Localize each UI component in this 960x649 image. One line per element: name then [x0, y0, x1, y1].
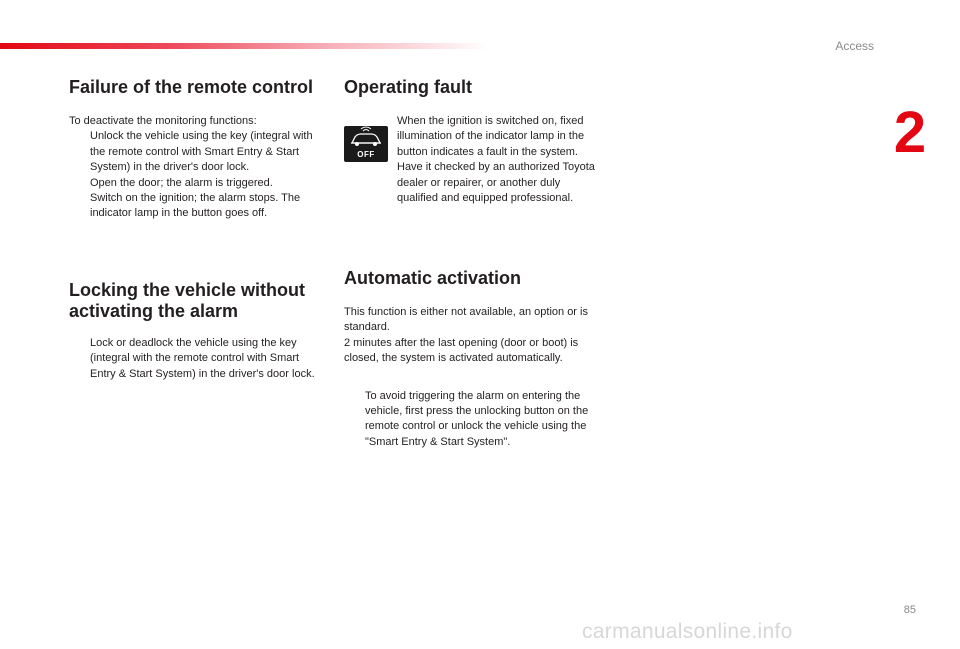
car-alarm-icon — [344, 126, 388, 162]
failure-list — [69, 129, 325, 221]
auto-title: Automatic activation — [344, 268, 522, 288]
auto-list — [344, 389, 604, 451]
fault-text — [397, 114, 602, 206]
fault-paragraph: Have it checked by an authorized Toyota dealer or repairer, or another duly qualified and equipped professional. — [397, 161, 595, 205]
failure-intro: To deactivate the monitoring functions: — [69, 115, 257, 127]
section-label: Access — [835, 39, 874, 53]
fault-block — [344, 114, 604, 242]
right-column — [344, 77, 604, 450]
auto-paragraph: 2 minutes after the last opening (door or boot) is closed, the system is activated automatically. — [344, 336, 579, 365]
off-label: OFF — [357, 150, 375, 159]
auto-paragraph: This function is either not available, an option or is standard. — [344, 306, 588, 334]
page-number: 85 — [903, 604, 916, 616]
failure-title: Failure of the remote control — [69, 77, 314, 97]
list-item: Open the door; the alarm is triggered. — [90, 176, 273, 189]
list-item: Switch on the ignition; the alarm stops. The indicator lamp in the button goes off. — [90, 192, 301, 220]
chapter-number: 2 — [893, 100, 927, 165]
header-accent-bar — [0, 43, 490, 49]
locking-list — [69, 336, 325, 382]
watermark: carmanualsonline.info — [582, 620, 793, 643]
list-item: To avoid triggering the alarm on entering the vehicle, first press the unlocking button on the remote control or unlock the vehicle using the "Smart Entry & Start System". — [365, 389, 589, 448]
list-item: Lock or deadlock the vehicle using the key (integral with the remote control with Smart Entry & Start System) in the driver's door lock. — [90, 336, 315, 380]
locking-title: Locking the vehicle without activating the alarm — [69, 279, 306, 321]
left-column — [69, 77, 325, 382]
fault-title: Operating fault — [344, 77, 473, 97]
list-item: Unlock the vehicle using the key (integral with the remote control with Smart Entry & Start System) in the driver's door lock. — [90, 130, 313, 174]
fault-paragraph: When the ignition is switched on, fixed illumination of the indicator lamp in the button indicates a fault in the system. — [397, 115, 585, 158]
